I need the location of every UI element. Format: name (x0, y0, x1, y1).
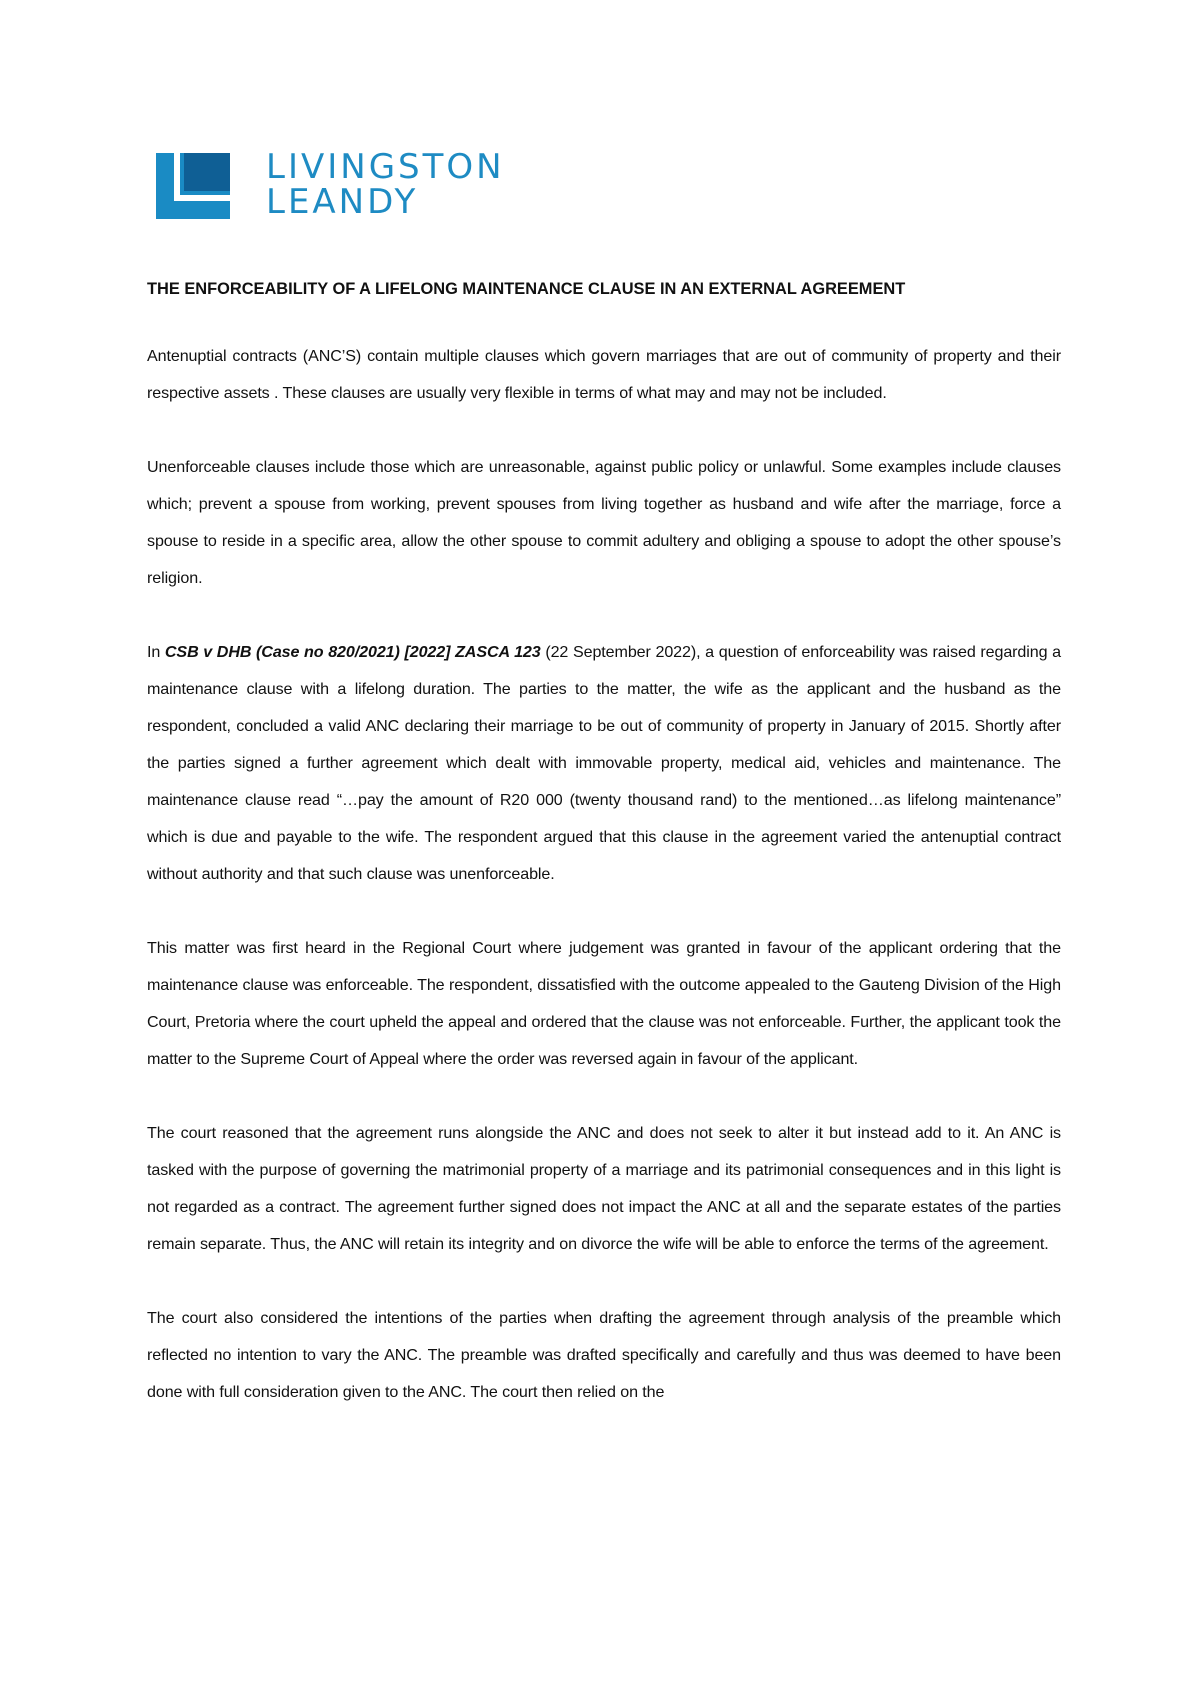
document-title: THE ENFORCEABILITY OF A LIFELONG MAINTENANCE CLAUSE IN AN EXTERNAL AGREEMENT (147, 280, 906, 298)
case-facts-text: (22 September 2022), a question of enforceability was raised regarding a maintenance clause with a lifelong duration. The parties to the matter, the wife as the applicant and the husband as the respondent, concluded a valid ANC declaring their marriage to be out of community of property in January of 2015. Shortly after the parties signed a further agreement which dealt with immovable property, medical aid, vehicles and maintenance. The maintenance clause read “…pay the amount of R20 000 (twenty thousand rand) to the mentioned…as lifelong maintenance” which is due and payable to the wife. The respondent argued that this clause in the agreement varied the antenuptial contract without authority and that such clause was unenforceable. (147, 643, 1061, 883)
logo-mark-icon (156, 153, 230, 219)
document-body (147, 338, 1061, 1448)
paragraph-intro: Antenuptial contracts (ANC’S) contain multiple clauses which govern marriages that are out of community of property and their respective assets . These clauses are usually very flexible in terms of what may and may not be included. (147, 347, 1061, 402)
case-lead-text: In (147, 643, 165, 661)
logo-line-1: LIVINGSTON (266, 147, 505, 187)
paragraph-unenforceable-clauses: Unenforceable clauses include those which are unreasonable, against public policy or unlawful. Some examples include clauses which; prevent a spouse from working, prevent spouses from living together as husband and wife after the marriage, force a spouse to reside in a specific area, allow the other spouse to commit adultery and obliging a spouse to adopt the other spouse’s religion. (147, 458, 1061, 587)
paragraph-procedural-history: This matter was first heard in the Regional Court where judgement was granted in favour of the applicant ordering that the maintenance clause was enforceable. The respondent, dissatisfied with the outcome appealed to the Gauteng Division of the High Court, Pretoria where the court upheld the appeal and ordered that the clause was not enforceable. Further, the applicant took the matter to the Supreme Court of Appeal where the order was reversed again in favour of the applicant. (147, 939, 1061, 1068)
logo-line-2: LEANDY (266, 182, 419, 222)
paragraph-court-reasoning: The court reasoned that the agreement runs alongside the ANC and does not seek to alter it but instead add to it. An ANC is tasked with the purpose of governing the matrimonial property of a marriage and its patrimonial consequences and in this light is not regarded as a contract. The agreement further signed does not impact the ANC at all and the separate estates of the parties remain separate. Thus, the ANC will retain its integrity and on divorce the wife will be able to enforce the terms of the agreement. (147, 1124, 1061, 1253)
logo-wordmark (266, 147, 505, 222)
case-citation: CSB v DHB (Case no 820/2021) [2022] ZASCA 123 (164, 643, 541, 661)
paragraph-case-facts (147, 634, 1061, 893)
company-logo (156, 147, 505, 222)
paragraph-party-intentions: The court also considered the intentions of the parties when drafting the agreement through analysis of the preamble which reflected no intention to vary the ANC. The preamble was drafted specifically and carefully and thus was deemed to have been done with full consideration given to the ANC. The court then relied on the (147, 1309, 1061, 1401)
